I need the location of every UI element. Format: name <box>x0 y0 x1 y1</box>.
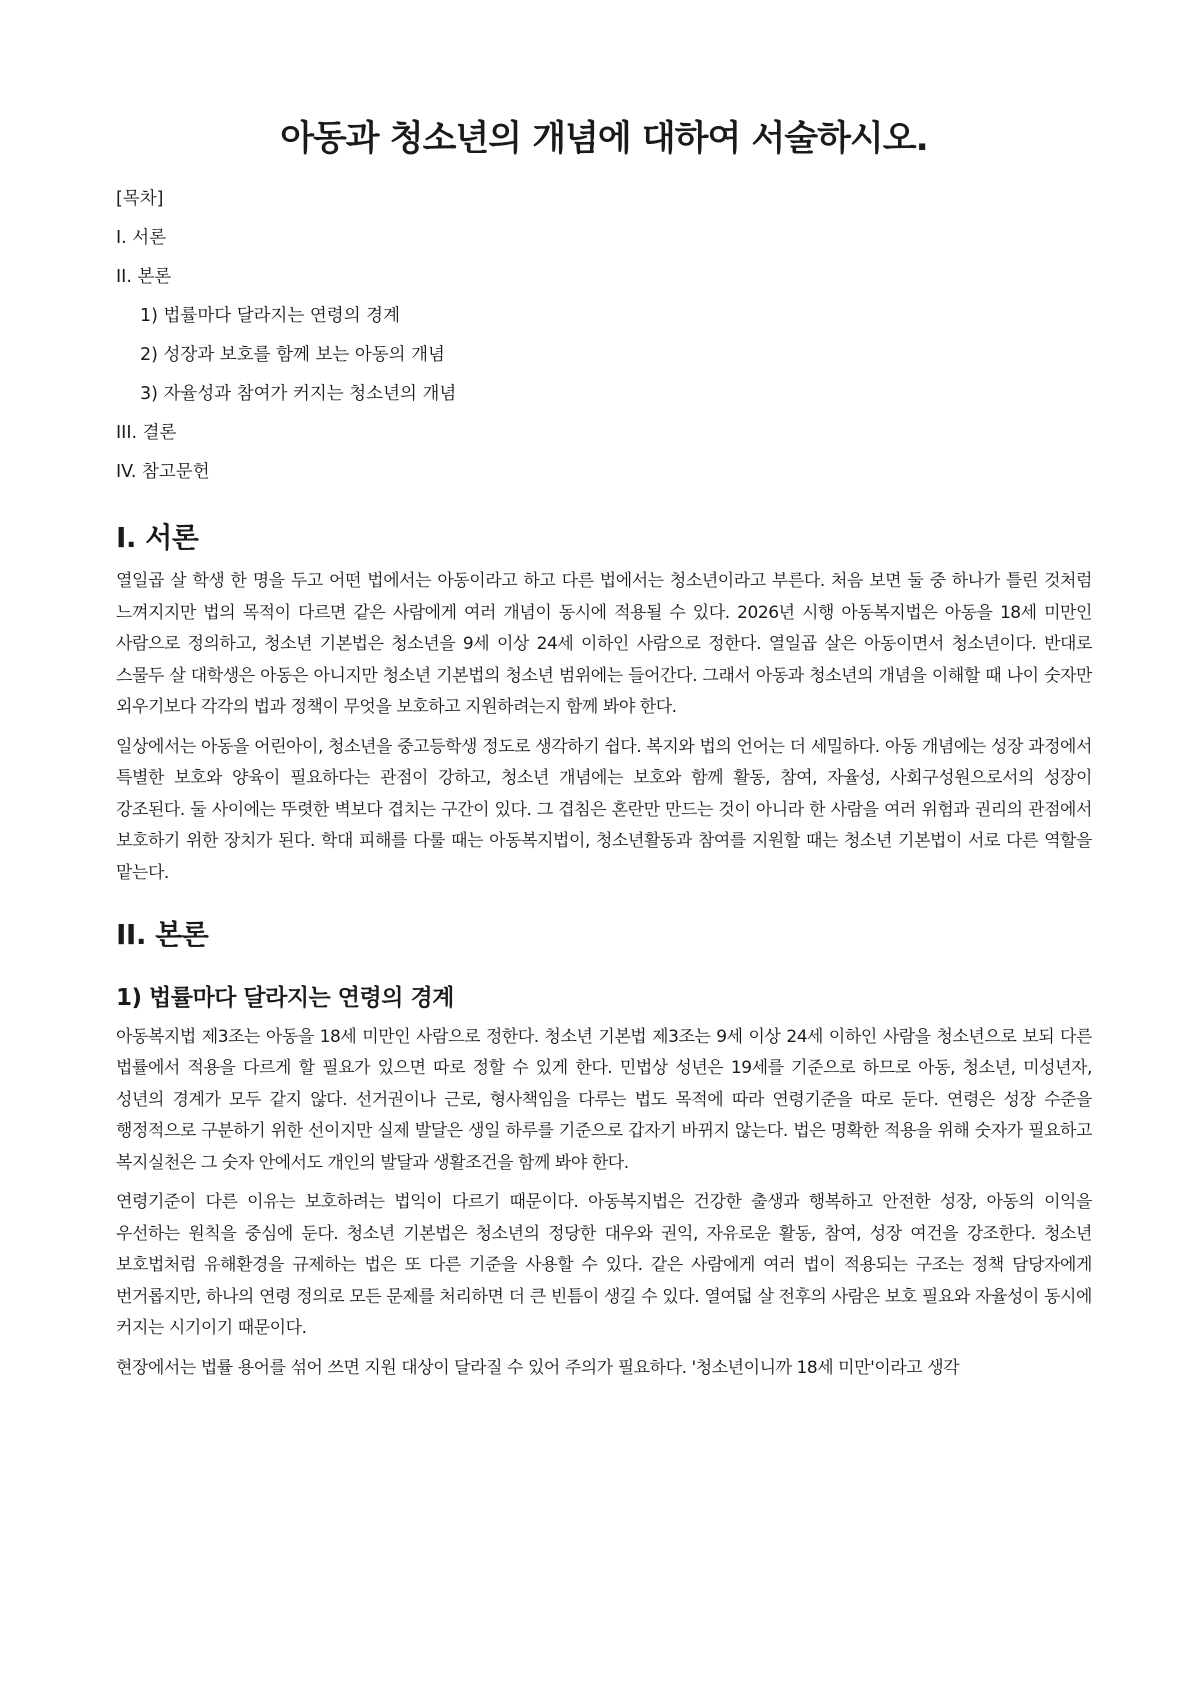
toc-subitem: 2) 성장과 보호를 함께 보는 아동의 개념 <box>140 345 445 365</box>
body-paragraph: 아동복지법 제3조는 아동을 18세 미만인 사람으로 정한다. 청소년 기본법 제3조는 9세 이상 24세 이하인 사람을 청소년으로 보되 다른 법률에서 적용을 다르게 할 필요가 있으면 따로 정할 수 있게 한다. 민법상 성년은 19세를 기준으로 하므로 아동, 청소년, 미성년자, 성년의 경계가 모두 같지 않다. 선거권이나 근로, 형사책임을 다루는 법도 목적에 따라 연령기준을 따로 둔다. 연령은 성장 수준을 행정적으로 구분하기 위한 선이지만 실제 발달은 생일 하루를 기준으로 갑자기 바뀌지 않는다. 법은 명확한 적용을 위해 숫자가 필요하고 복지실천은 그 숫자 안에서도 개인의 발달과 생활조건을 함께 봐야 한다. <box>116 1026 1092 1173</box>
section-heading-body: II. 본론 <box>116 918 209 952</box>
section-heading-intro: I. 서론 <box>116 521 199 554</box>
toc-heading: [목차] <box>116 189 164 209</box>
document-title: 아동과 청소년의 개념에 대하여 서술하시오. <box>280 119 928 159</box>
intro-paragraph: 열일곱 살 학생 한 명을 두고 어떤 법에서는 아동이라고 하고 다른 법에서는 청소년이라고 부른다. 처음 보면 둘 중 하나가 틀린 것처럼 느껴지지만 법의 목적이 다르면 같은 사람에게 여러 개념이 동시에 적용될 수 있다. 2026년 시행 아동복지법은 아동을 18세 미만인 사람으로 정의하고, 청소년 기본법은 청소년을 9세 이상 24세 이하인 사람으로 정한다. 열일곱 살은 아동이면서 청소년이다. 반대로 스물두 살 대학생은 아동은 아니지만 청소년 기본법의 청소년 범위에는 들어간다. 그래서 아동과 청소년의 개념을 이해할 때 나이 숫자만 외우기보다 각각의 법과 정책이 무엇을 보호하고 지원하려는지 함께 봐야 한다. <box>116 571 1092 718</box>
intro-paragraph: 일상에서는 아동을 어린아이, 청소년을 중고등학생 정도로 생각하기 쉽다. 복지와 법의 언어는 더 세밀하다. 아동 개념에는 성장 과정에서 특별한 보호와 양육이 필요하다는 관점이 강하고, 청소년 개념에는 보호와 함께 활동, 참여, 자율성, 사회구성원으로서의 성장이 강조된다. 둘 사이에는 뚜렷한 벽보다 겹치는 구간이 있다. 그 겹침은 혼란만 만드는 것이 아니라 한 사람을 여러 위험과 권리의 관점에서 보호하기 위한 장치가 된다. 학대 피해를 다룰 때는 아동복지법이, 청소년활동과 참여를 지원할 때는 청소년 기본법이 서로 다른 역할을 맡는다. <box>116 736 1092 883</box>
toc-item: II. 본론 <box>116 267 172 287</box>
toc-item: III. 결론 <box>116 423 177 443</box>
table-of-contents <box>116 180 1092 492</box>
toc-subitem: 3) 자율성과 참여가 커지는 청소년의 개념 <box>140 384 457 404</box>
toc-subitem: 1) 법률마다 달라지는 연령의 경계 <box>140 306 400 326</box>
subsection-heading-age-boundary: 1) 법률마다 달라지는 연령의 경계 <box>116 984 454 1011</box>
body-paragraph: 연령기준이 다른 이유는 보호하려는 법익이 다르기 때문이다. 아동복지법은 건강한 출생과 행복하고 안전한 성장, 아동의 이익을 우선하는 원칙을 중심에 둔다. 청소년 기본법은 청소년의 정당한 대우와 권익, 자유로운 활동, 참여, 성장 여건을 강조한다. 청소년 보호법처럼 유해환경을 규제하는 법은 또 다른 기준을 사용할 수 있다. 같은 사람에게 여러 법이 적용되는 구조는 정책 담당자에게 번거롭지만, 하나의 연령 정의로 모든 문제를 처리하면 더 큰 빈틈이 생길 수 있다. 열여덟 살 전후의 사람은 보호 필요와 자율성이 동시에 커지는 시기이기 때문이다. <box>116 1192 1092 1339</box>
body-paragraph: 현장에서는 법률 용어를 섞어 쓰면 지원 대상이 달라질 수 있어 주의가 필요하다. '청소년이니까 18세 미만'이라고 생각 <box>116 1357 960 1378</box>
toc-item: IV. 참고문헌 <box>116 462 210 482</box>
toc-item: I. 서론 <box>116 228 167 248</box>
